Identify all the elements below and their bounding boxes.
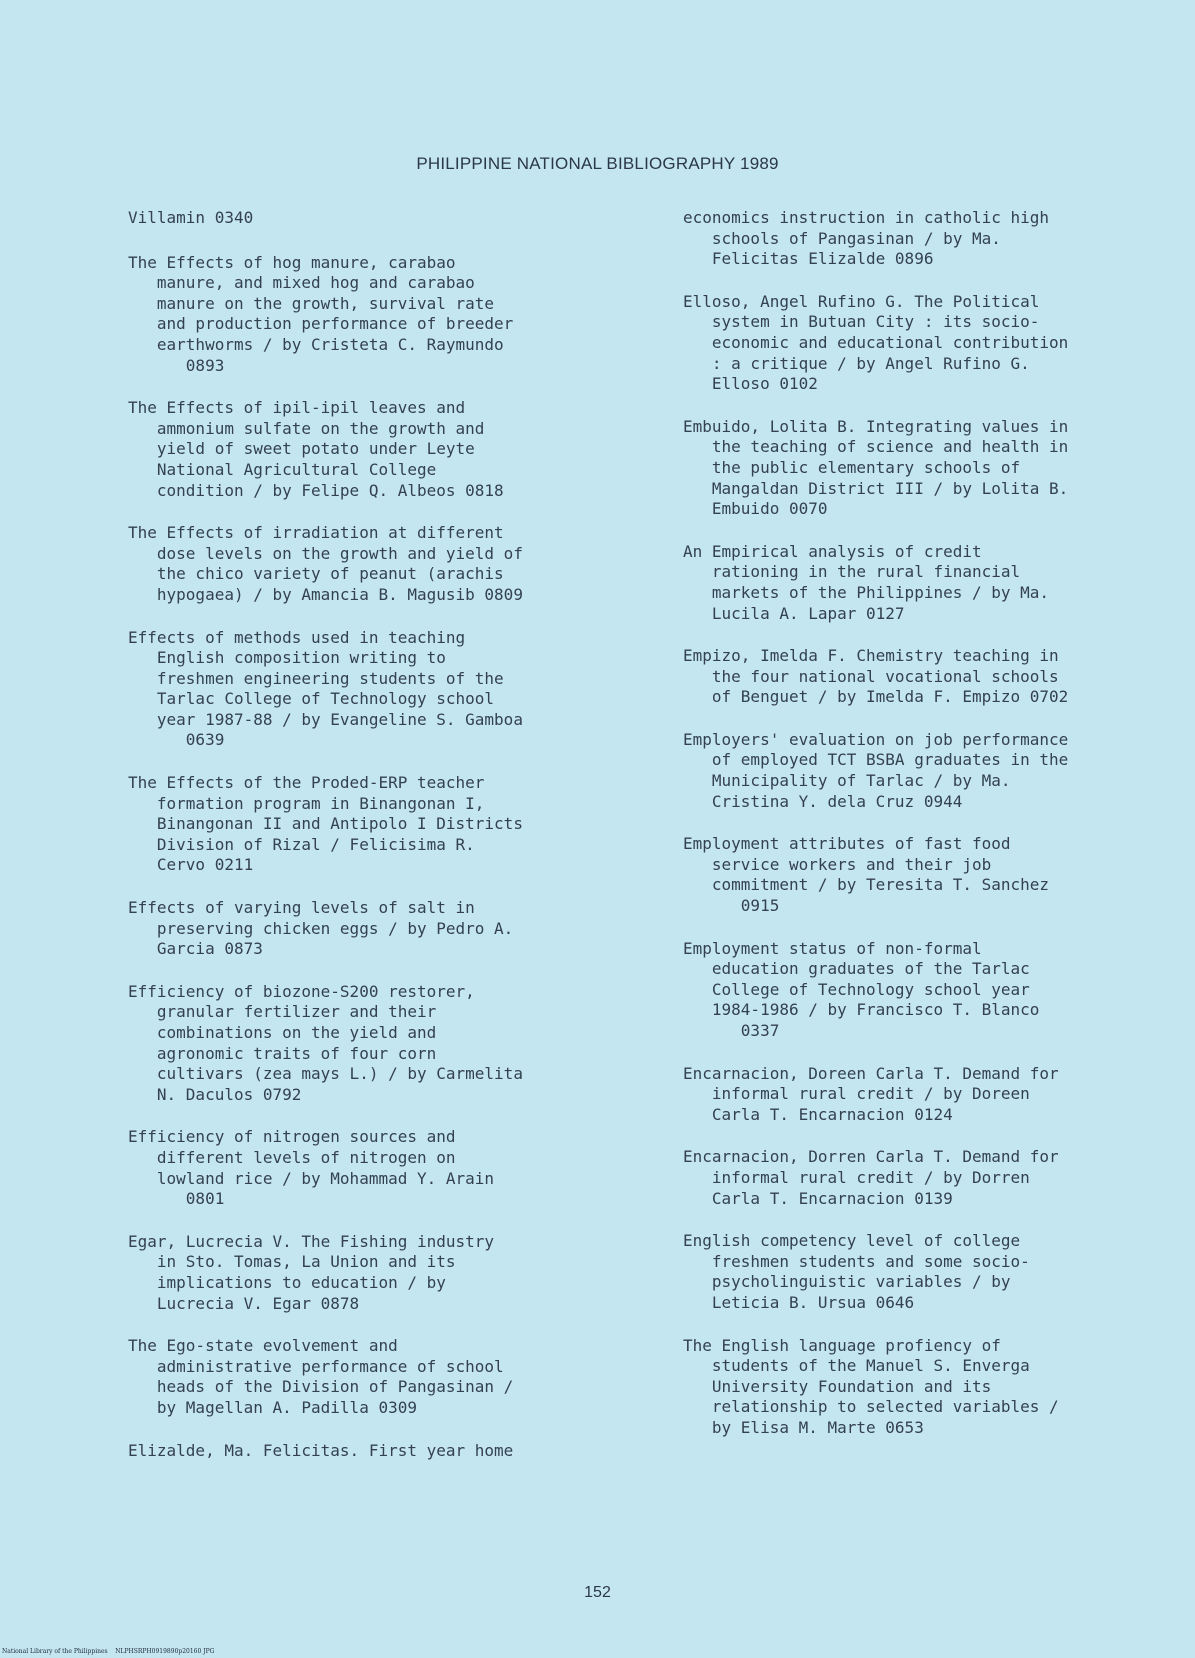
bibliography-entry: Empizo, Imelda F. Chemistry teaching in the four national vocational schools of Benguet / by Imelda F. Empizo 0702 bbox=[683, 646, 1069, 707]
footer-source: National Library of the Philippines bbox=[2, 1648, 108, 1655]
footer-filename: NLPHSRPH0919890p20160 JPG bbox=[115, 1648, 215, 1655]
bibliography-entry: The Effects of irradiation at different dose levels on the growth and yield of the chico variety of peanut (arachis hypogaea) / by Amancia B. Magusib 0809 bbox=[128, 523, 523, 604]
bibliography-entry: English competency level of college freshmen students and some socio- psycholinguistic variables / by Leticia B. Ursua 0646 bbox=[683, 1231, 1030, 1312]
bibliography-entry: Employment attributes of fast food service workers and their job commitment / by Teresita T. Sanchez 0915 bbox=[683, 834, 1050, 916]
bibliography-entry: Elloso, Angel Rufino G. The Political system in Butuan City : its socio- economic and educational contribution : a critique / by Angel Rufino G. Elloso 0102 bbox=[683, 291, 1069, 394]
bibliography-entry: Elizalde, Ma. Felicitas. First year home bbox=[128, 1440, 514, 1460]
bibliography-entry: The Effects of ipil-ipil leaves and ammonium sulfate on the growth and yield of sweet potato under Leyte National Agricultural College condition / by Felipe Q. Albeos 0818 bbox=[128, 398, 504, 500]
bibliography-entry: The Effects of hog manure, carabao manure, and mixed hog and carabao manure on the growth, survival rate and production performance of breeder earthworms / by Cristeta C. Raymundo 0893 bbox=[128, 252, 514, 375]
bibliography-entry: The Ego-state evolvement and administrative performance of school heads of the Division of Pangasinan / by Magellan A. Padilla 0309 bbox=[128, 1336, 514, 1417]
bibliography-entry: An Empirical analysis of credit rationing in the rural financial markets of the Philippines / by Ma. Lucila A. Lapar 0127 bbox=[683, 541, 1050, 623]
scan-footer bbox=[2, 1648, 214, 1655]
bibliography-entry: Employment status of non-formal education graduates of the Tarlac College of Technology school year 1984-1986 / by Francisco T. Blanco 0337 bbox=[683, 938, 1040, 1040]
right-column bbox=[683, 208, 1193, 1439]
bibliography-entry: Encarnacion, Doreen Carla T. Demand for informal rural credit / by Doreen Carla T. Encarnacion 0124 bbox=[683, 1063, 1059, 1124]
bibliography-entry: Efficiency of nitrogen sources and different levels of nitrogen on lowland rice / by Mohammad Y. Arain 0801 bbox=[128, 1127, 495, 1209]
bibliography-entry: Employers' evaluation on job performance of employed TCT BSBA graduates in the Municipality of Tarlac / by Ma. Cristina Y. dela Cruz 0944 bbox=[683, 729, 1069, 811]
bibliography-entry: Embuido, Lolita B. Integrating values in the teaching of science and health in the public elementary schools of Mangaldan District III / by Lolita B. Embuido 0070 bbox=[683, 416, 1069, 519]
bibliography-entry: Effects of varying levels of salt in preserving chicken eggs / by Pedro A. Garcia 0873 bbox=[128, 898, 514, 959]
page-header: PHILIPPINE NATIONAL BIBLIOGRAPHY 1989 bbox=[416, 154, 779, 173]
bibliography-entry: Efficiency of biozone-S200 restorer, granular fertilizer and their combinations on the yield and agronomic traits of four corn cultivars (zea mays L.) / by Carmelita N. Daculos 0792 bbox=[128, 981, 523, 1104]
bibliography-entry: Egar, Lucrecia V. The Fishing industry in Sto. Tomas, La Union and its implications to education / by Lucrecia V. Egar 0878 bbox=[128, 1231, 495, 1313]
left-column bbox=[128, 208, 648, 1461]
page-number: 152 bbox=[584, 1584, 611, 1601]
bibliography-entry: economics instruction in catholic high schools of Pangasinan / by Ma. Felicitas Elizalde 0896 bbox=[683, 208, 1050, 269]
bibliography-entry: The English language profiency of students of the Manuel S. Enverga University Foundation and its relationship to selected variables / by Elisa M. Marte 0653 bbox=[683, 1335, 1059, 1437]
bibliography-entry: The Effects of the Proded-ERP teacher formation program in Binangonan I, Binangonan II and Antipolo I Districts Division of Rizal / Felicisima R. Cervo 0211 bbox=[128, 773, 523, 875]
bibliography-entry: Villamin 0340 bbox=[128, 208, 254, 227]
bibliography-entry: Effects of methods used in teaching English composition writing to freshmen engineering students of the Tarlac College of Technology school year 1987-88 / by Evangeline S. Gamboa 0639 bbox=[128, 627, 523, 750]
bibliography-entry: Encarnacion, Dorren Carla T. Demand for informal rural credit / by Dorren Carla T. Encarnacion 0139 bbox=[683, 1147, 1059, 1208]
